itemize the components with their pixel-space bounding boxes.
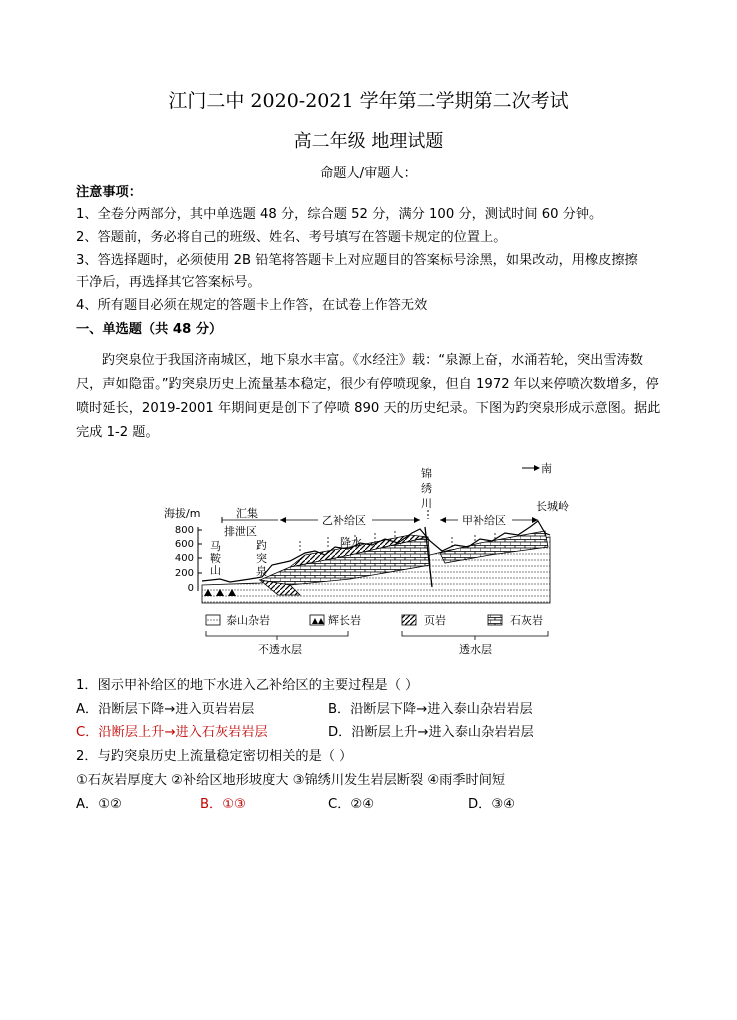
legend-shale: 页岩 — [424, 614, 446, 627]
y-tick: 200 — [174, 568, 194, 579]
huiji-label: 汇集 — [236, 507, 258, 520]
exam-subtitle: 高二年级 地理试题 — [293, 131, 444, 152]
maanshan-label: 山 — [210, 564, 221, 577]
y-tick: 0 — [187, 583, 194, 594]
q2-items-line: ①石灰岩厚度大 ②补给区地形坡度大 ③锦绣川发生岩层断裂 ④雨季时间短 — [76, 773, 506, 788]
y-axis-label: 海拔/m — [164, 507, 201, 520]
note-item: 3、答选择题时，必须使用 2B 铅笔将答题卡上对应题目的答案标号涂黑，如果改动，用橡皮擦擦 — [76, 253, 638, 268]
y-tick: 800 — [174, 525, 194, 536]
reading-passage: 趵突泉位于我国济南城区，地下泉水丰富。《水经注》载：“泉源上奋，水涌若轮，突出雪涛数尺，声如隐雷。”趵突泉历史上流量基本稳定，很少有停喷现象，但自 1972 年以来停喷次数增多，停喷时延长，2019-2001 年期间更是创下了停喷 890 天的历史纪录。下图为趵突泉形成示意图。据此完成 1-2 题。 — [76, 353, 661, 440]
notes-heading: 注意事项： — [76, 185, 142, 200]
baotuquan-label: 突 — [256, 552, 267, 565]
question-1-stem: 1．图示甲补给区的地下水进入乙补给区的主要过程是（ ） — [76, 678, 419, 693]
question-2-stem: 2．与趵突泉历史上流量稳定密切相关的是（ ） — [76, 749, 353, 764]
maanshan-label: 马 — [210, 540, 221, 553]
changchengling-label: 长城岭 — [536, 500, 569, 513]
baotuquan-diagram — [150, 455, 580, 660]
note-item: 干净后，再选择其它答案标号。 — [76, 275, 261, 290]
q2-option-d[interactable]: D．③④ — [468, 797, 515, 812]
legend-taishan: 泰山杂岩 — [226, 614, 270, 627]
baotuquan-label: 趵 — [256, 539, 267, 552]
legend-swatch-taishan — [206, 615, 220, 625]
baotuquan-label: 泉 — [256, 565, 267, 578]
legend-swatch-shale — [402, 615, 416, 625]
paixiequ-label: 排泄区 — [224, 525, 257, 538]
exam-title: 江门二中 2020-2021 学年第二学期第二次考试 — [168, 90, 569, 112]
note-item: 1、全卷分两部分，其中单选题 48 分，综合题 52 分，满分 100 分，测试时间 60 分钟。 — [76, 207, 603, 222]
maanshan-label: 鞍 — [210, 552, 221, 565]
note-item: 4、所有题目必须在规定的答题卡上作答，在试卷上作答无效 — [76, 298, 428, 313]
y-tick: 600 — [174, 539, 194, 550]
direction-label: 南 — [541, 462, 552, 475]
q2-option-c[interactable]: C．②④ — [328, 797, 375, 812]
jiangshui-label: 降水 — [340, 536, 362, 549]
jinxiuchuan-label: 川 — [421, 497, 432, 510]
legend-gabbro: 辉长岩 — [328, 614, 361, 627]
q1-option-a[interactable]: A．沿断层下降→进入页岩岩层 — [76, 702, 255, 717]
q2-option-a[interactable]: A．①② — [76, 797, 122, 812]
authors-line: 命题人/审题人： — [320, 166, 417, 181]
legend-limestone: 石灰岩 — [510, 614, 543, 627]
impermeable-label: 不透水层 — [258, 643, 302, 656]
jinxiuchuan-label: 绣 — [421, 482, 432, 495]
q1-option-c[interactable]: C．沿断层上升→进入石灰岩岩层 — [76, 725, 268, 740]
jiabu-label: 甲补给区 — [462, 514, 506, 527]
note-item: 2、答题前，务必将自己的班级、姓名、考号填写在答题卡规定的位置上。 — [76, 230, 507, 245]
section-heading: 一、单选题（共 48 分） — [76, 322, 223, 337]
y-tick: 400 — [174, 553, 194, 564]
q2-option-b[interactable]: B．①③ — [200, 797, 246, 812]
yibu-label: 乙补给区 — [322, 514, 366, 527]
q1-option-d[interactable]: D．沿断层上升→进入泰山杂岩岩层 — [328, 725, 534, 740]
jinxiuchuan-label: 锦 — [421, 467, 432, 480]
legend-swatch-limestone — [488, 615, 502, 625]
permeable-label: 透水层 — [459, 643, 492, 656]
q1-option-b[interactable]: B．沿断层下降→进入泰山杂岩岩层 — [328, 702, 533, 717]
